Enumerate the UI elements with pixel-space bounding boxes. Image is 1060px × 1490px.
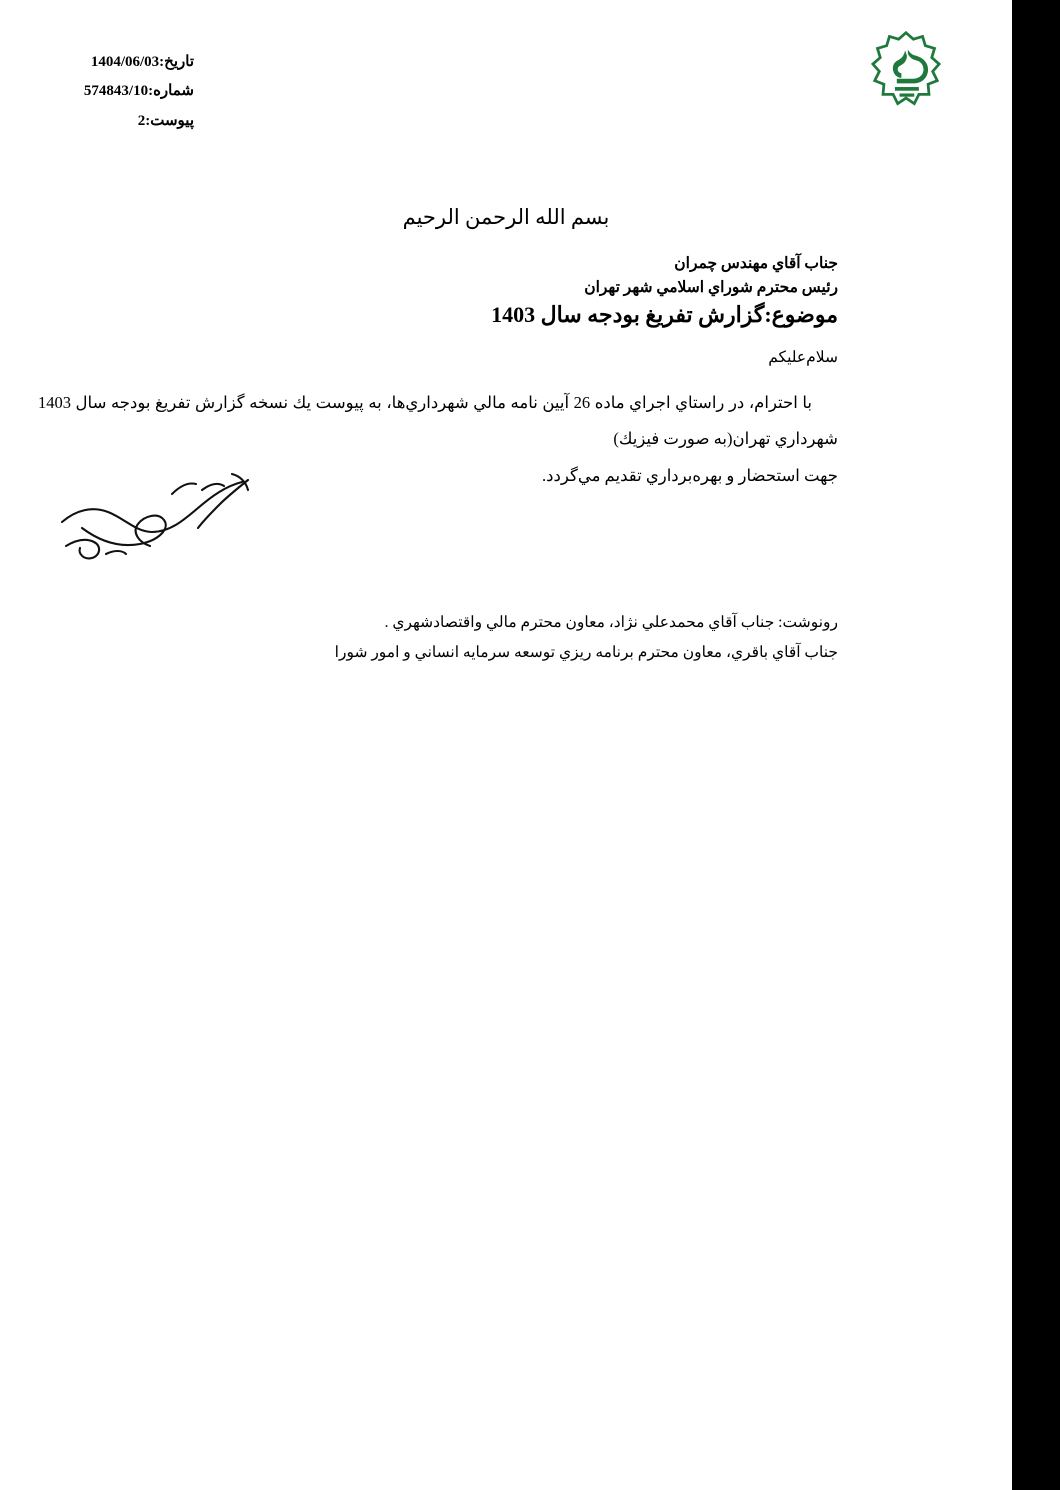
document-subject: موضوع:گزارش تفريغ بودجه سال 1403 <box>491 302 838 327</box>
addressee-title: رئيس محترم شوراي اسلامي شهر تهران <box>584 279 838 297</box>
salutation: سلام‌عليكم <box>768 349 838 366</box>
meta-date: تاريخ:1404/06/03 <box>90 54 194 70</box>
carbon-copy-block <box>38 608 838 668</box>
carbon-copy-line-1: رونوشت: جناب آقاي محمدعلي نژاد، معاون محترم مالي واقتصادشهري . <box>384 614 838 631</box>
meta-attachment: پيوست:2 <box>137 112 194 129</box>
carbon-copy-line-2: جناب آقاي باقري، معاون محترم برنامه ريزي توسعه سرمايه انساني و امور شورا <box>334 644 838 662</box>
handwritten-signature <box>52 462 282 582</box>
document-header-meta <box>84 48 194 136</box>
tehran-municipality-logo <box>860 30 952 122</box>
basmala: بسم الله الرحمن الرحيم <box>402 205 610 229</box>
addressee-name: جناب آقاي مهندس چمران <box>674 255 838 272</box>
scan-edge-artifact <box>1012 0 1060 1490</box>
meta-number: شماره:574843/10 <box>83 83 194 100</box>
body-paragraph-2: جهت استحضار و بهره‌برداري تقديم مي‌گردد. <box>542 465 838 485</box>
addressee-block <box>584 252 838 300</box>
body-paragraph-1: با احترام، در راستاي اجراي ماده 26 آيين نامه مالي شهرداري‌ها، به پيوست يك نسخه گزارش تفريغ بودجه سال 1403 شهرداري تهران(به صورت فيزيك) <box>38 393 838 449</box>
